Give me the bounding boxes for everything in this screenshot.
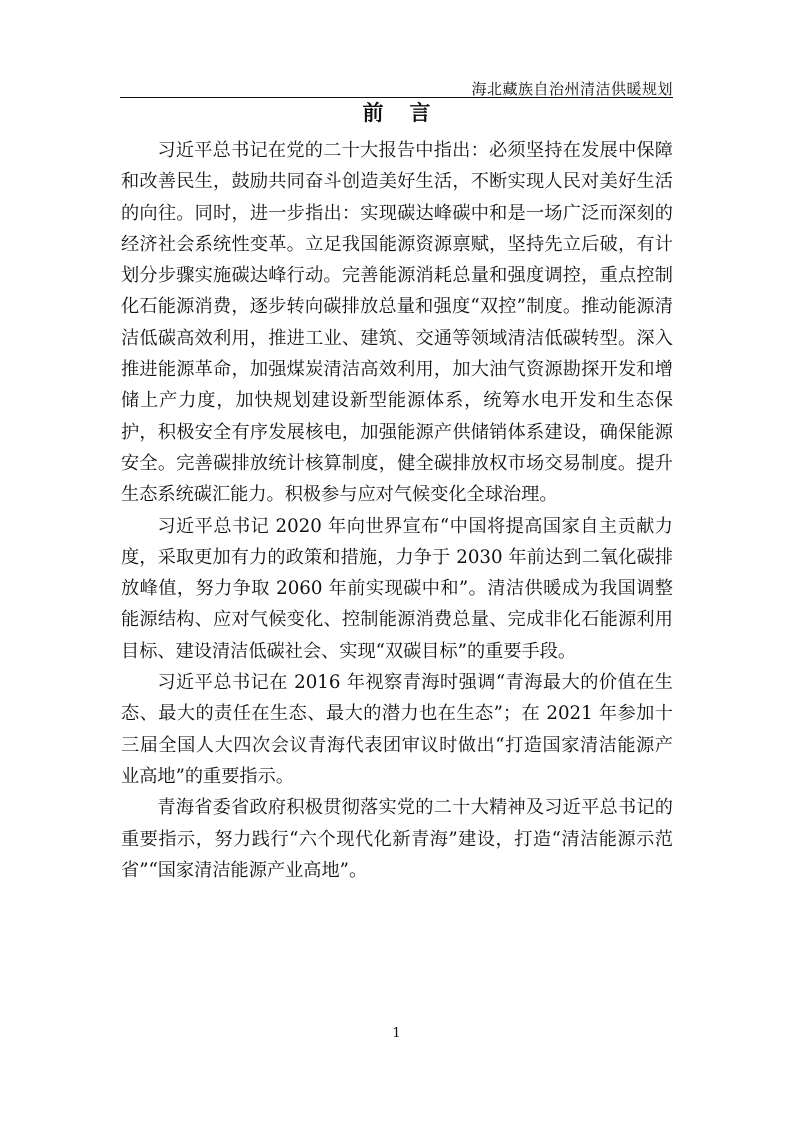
paragraph-2: 习近平总书记 2020 年向世界宣布“中国将提高国家自主贡献力度，采取更加有力的政策和措施，力争于 2030 年前达到二氧化碳排放峰值，努力争取 2060 年前实现碳中和”。清洁供暖成为我国调整能源结构、应对气候变化、控制能源消费总量、完成非化石能源利用目标、建设清洁低碳社会、实现“双碳目标”的重要手段。 (121, 515, 673, 662)
running-header: 海北藏族自治州清洁供暖规划 (471, 80, 673, 98)
title-char-1: 前 (362, 100, 384, 125)
paragraph-4: 青海省委省政府积极贯彻落实党的二十大精神及习近平总书记的重要指示，努力践行“六个现代化新青海”建设，打造“清洁能源示范省”“国家清洁能源产业高地”。 (121, 797, 673, 881)
page-number: 1 (392, 1026, 401, 1041)
page-title (0, 98, 793, 128)
paragraph-3: 习近平总书记在 2016 年视察青海时强调“青海最大的价值在生态、最大的责任在生态、最大的潜力也在生态”；在 2021 年参加十三届全国人大四次会议青海代表团审议时做出“打造国家清洁能源产业高地”的重要指示。 (121, 672, 673, 787)
paragraph-1: 习近平总书记在党的二十大报告中指出：必须坚持在发展中保障和改善民生，鼓励共同奋斗创造美好生活，不断实现人民对美好生活的向往。同时，进一步指出：实现碳达峰碳中和是一场广泛而深刻的经济社会系统性变革。立足我国能源资源禀赋，坚持先立后破，有计划分步骤实施碳达峰行动。完善能源消耗总量和强度调控，重点控制化石能源消费，逐步转向碳排放总量和强度“双控”制度。推动能源清洁低碳高效利用，推进工业、建筑、交通等领域清洁低碳转型。深入推进能源革命，加强煤炭清洁高效利用，加大油气资源勘探开发和增储上产力度，加快规划建设新型能源体系，统筹水电开发和生态保护，积极安全有序发展核电，加强能源产供储销体系建设，确保能源安全。完善碳排放统计核算制度，健全碳排放权市场交易制度。提升生态系统碳汇能力。积极参与应对气候变化全球治理。 (121, 140, 673, 506)
title-char-2: 言 (409, 100, 431, 125)
body-text (121, 135, 673, 886)
